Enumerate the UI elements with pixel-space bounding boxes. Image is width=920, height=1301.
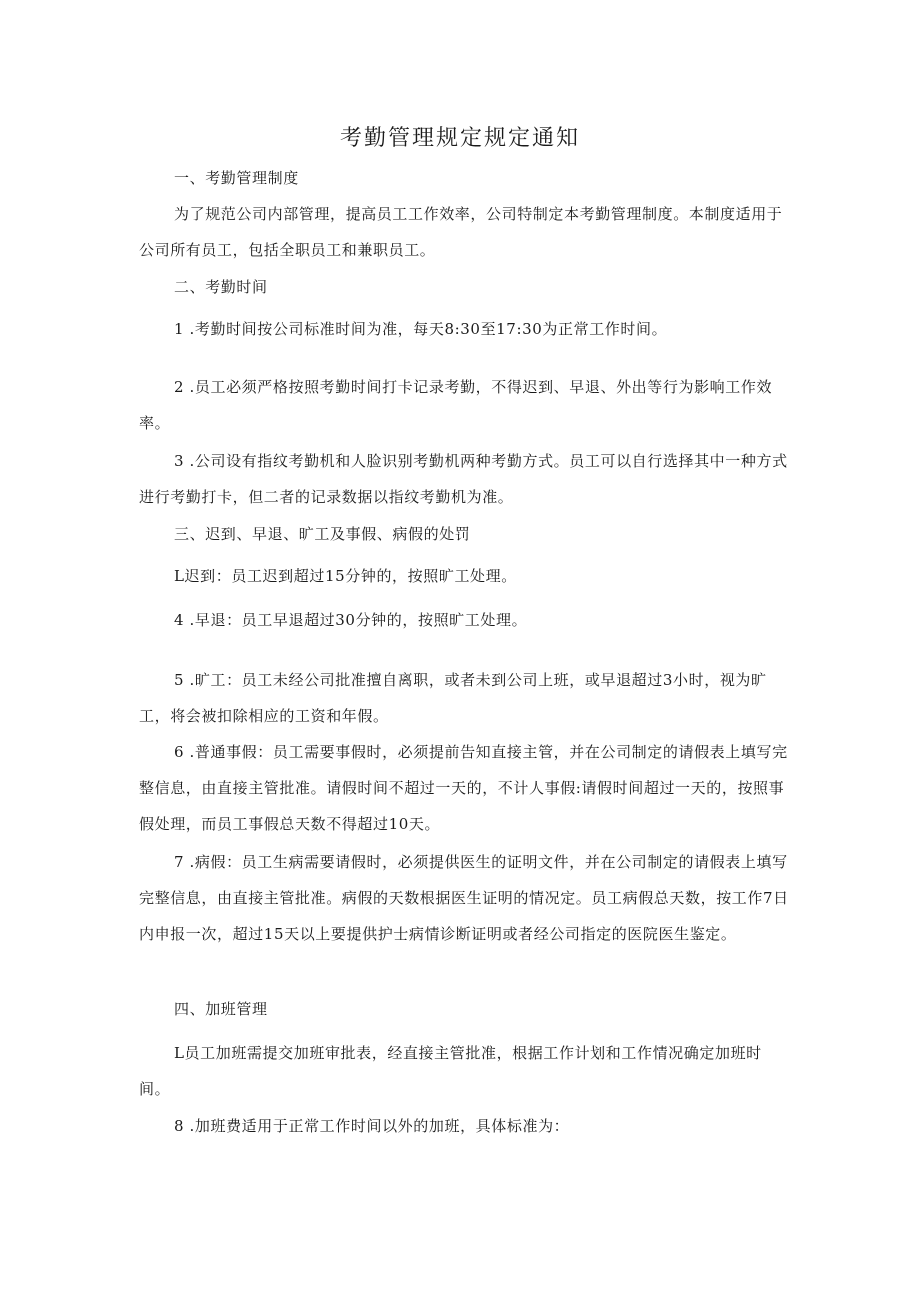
paragraph-intro: 为了规范公司内部管理，提高员工工作效率，公司特制定本考勤管理制度。本制度适用于公司所有员工，包括全职员工和兼职员工。 <box>139 205 783 259</box>
paragraph-late: L迟到：员工迟到超过15分钟的，按照旷工处理。 <box>174 567 517 585</box>
section-heading-penalties: 三、迟到、早退、旷工及事假、病假的处罚 <box>174 525 471 543</box>
paragraph-item-1: 1 .考勤时间按公司标准时间为准，每天8:30至17:30为正常工作时间。 <box>174 320 668 338</box>
paragraph-item-3: 3 .公司设有指纹考勤机和人脸识别考勤机两种考勤方式。员工可以自行选择其中一种方式进行考勤打卡，但二者的记录数据以指纹考勤机为准。 <box>139 452 788 506</box>
document-title: 考勤管理规定规定通知 <box>339 126 580 151</box>
paragraph-item-7: 7 .病假：员工生病需要请假时，必须提供医生的证明文件，并在公司制定的请假表上填写完整信息，由直接主管批准。病假的天数根据医生证明的情况定。员工病假总天数，按工作7日内申报一次，超过15天以上要提供护士病情诊断证明或者经公司指定的医院医生鉴定。 <box>139 853 789 943</box>
paragraph-item-6: 6 .普通事假：员工需要事假时，必须提前告知直接主管，并在公司制定的请假表上填写完整信息，由直接主管批准。请假时间不超过一天的，不计人事假:请假时间超过一天的，按照事假处理，而员工事假总天数不得超过10天。 <box>139 743 788 833</box>
paragraph-item-5: 5 .旷工：员工未经公司批准擅自离职，或者未到公司上班，或早退超过3小时，视为旷工，将会被扣除相应的工资和年假。 <box>139 671 767 725</box>
paragraph-overtime-approval: L员工加班需提交加班审批表，经直接主管批准，根据工作计划和工作情况确定加班时间。 <box>139 1044 762 1098</box>
paragraph-item-8: 8 .加班费适用于正常工作时间以外的加班，具体标准为： <box>174 1117 570 1135</box>
section-heading-attendance-system: 一、考勤管理制度 <box>174 169 299 187</box>
section-heading-attendance-time: 二、考勤时间 <box>174 278 268 296</box>
paragraph-item-2: 2 .员工必须严格按照考勤时间打卡记录考勤，不得迟到、早退、外出等行为影响工作效率。 <box>139 378 773 432</box>
paragraph-item-4: 4 .早退：员工早退超过30分钟的，按照旷工处理。 <box>174 611 528 629</box>
section-heading-overtime: 四、加班管理 <box>174 1000 268 1018</box>
